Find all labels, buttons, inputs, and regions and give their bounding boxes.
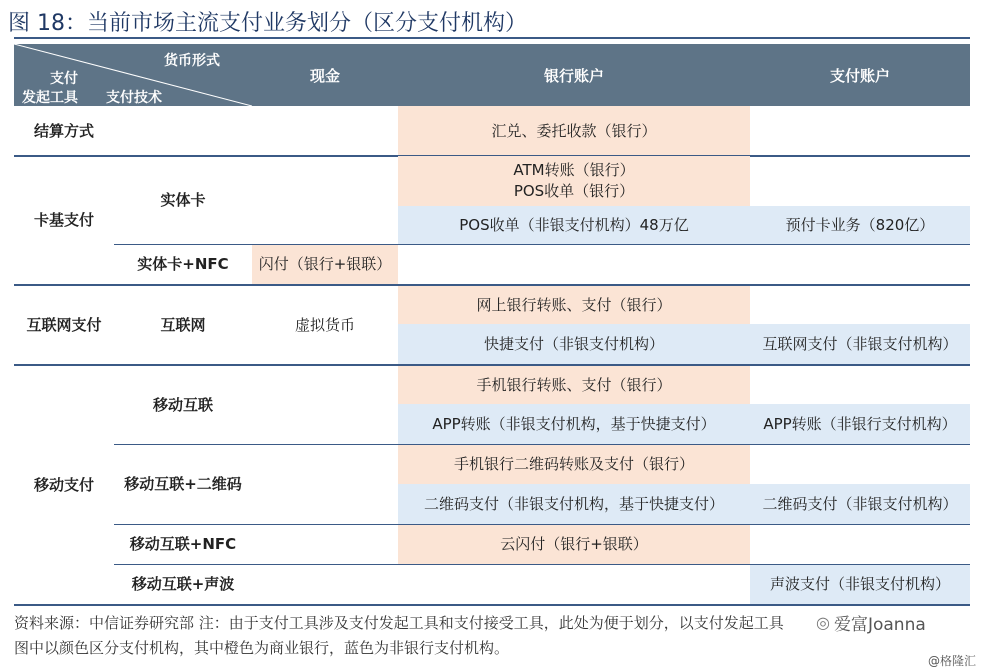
col-header-payacct: 支付账户 [750,44,970,106]
source-watermark: @格隆汇 [928,654,977,668]
col-header-cash: 现金 [252,44,398,106]
row-label-mobile-sound: 移动互联+声波 [131,575,235,593]
row-label-mobile-pay: 移动支付 [33,475,94,494]
corner-tool-label: 发起工具 [22,90,78,106]
cell-online-bank: 网上银行转账、支付（银行） [398,286,750,324]
atm-text: ATM转账（银行） [513,161,635,179]
page-title: 图 18：当前市场主流支付业务划分（区分支付机构） [8,11,527,36]
row-label-mobile-nfc: 移动互联+NFC [129,535,237,553]
cell-app-bank: APP转账（非银支付机构，基于快捷支付） [398,404,750,444]
wechat-icon: ◎ [816,613,830,632]
wechat-watermark [812,610,930,635]
pos-bank-text: POS收单（银行） [513,182,635,200]
row-label-mobile-qr: 移动互联+二维码 [124,475,242,493]
row-label-physical-card: 实体卡 [160,190,206,209]
payment-table [14,44,970,604]
cell-mobile-bank: 手机银行转账、支付（银行） [398,366,750,404]
cell-quick-pay: 快捷支付（非银支付机构） [398,324,750,364]
title-rule [14,37,970,39]
cell-internet-payacct: 互联网支付（非银支付机构） [750,324,970,364]
corner-tech-label: 支付技术 [106,90,162,106]
wechat-mark-text: 爱富Joanna [833,615,926,635]
cell-mobile-qr-bank: 手机银行二维码转账及支付（银行） [398,445,750,484]
cell-qr-payacct: 二维码支付（非银支付机构） [750,484,970,524]
bottom-rule [14,604,970,606]
row-label-mobile-internet: 移动互联 [152,395,213,414]
row-label-settlement: 结算方式 [33,121,94,140]
cell-quickpass: 闪付（银行+银联） [252,245,398,284]
cell-pos-nonbank: POS收单（非银支付机构）48万亿 [398,206,750,244]
cell-atm-pos [398,156,750,206]
col-header-bank: 银行账户 [398,44,750,106]
corner-pay-label: 支付 [50,71,78,87]
cell-prepaid: 预付卡业务（820亿） [750,206,970,244]
footer-note-1: 资料来源：中信证券研究部 注：由于支付工具涉及支付发起工具和支付接受工具，此处为便于划分，以支付发起工具 [14,614,784,632]
footer-note-2: 图中以颜色区分支付机构，其中橙色为商业银行，蓝色为非银行支付机构。 [14,639,510,657]
row-label-internet-pay: 互联网支付 [26,315,102,334]
cell-sound-pay: 声波支付（非银支付机构） [750,565,970,604]
cell-virtual-currency: 虚拟货币 [294,315,355,334]
cell-cloud-quickpass: 云闪付（银行+银联） [398,525,750,564]
row-label-card-nfc: 实体卡+NFC [137,255,229,273]
corner-header [14,44,252,106]
row-label-card-based: 卡基支付 [33,210,94,229]
row-label-internet: 互联网 [160,315,206,334]
cell-remit: 汇兑、委托收款（银行） [398,106,750,156]
cell-app-payacct: APP转账（非银行支付机构） [750,404,970,444]
cell-qr-bank: 二维码支付（非银支付机构，基于快捷支付） [398,484,750,524]
corner-currency-label: 货币形式 [164,53,220,69]
